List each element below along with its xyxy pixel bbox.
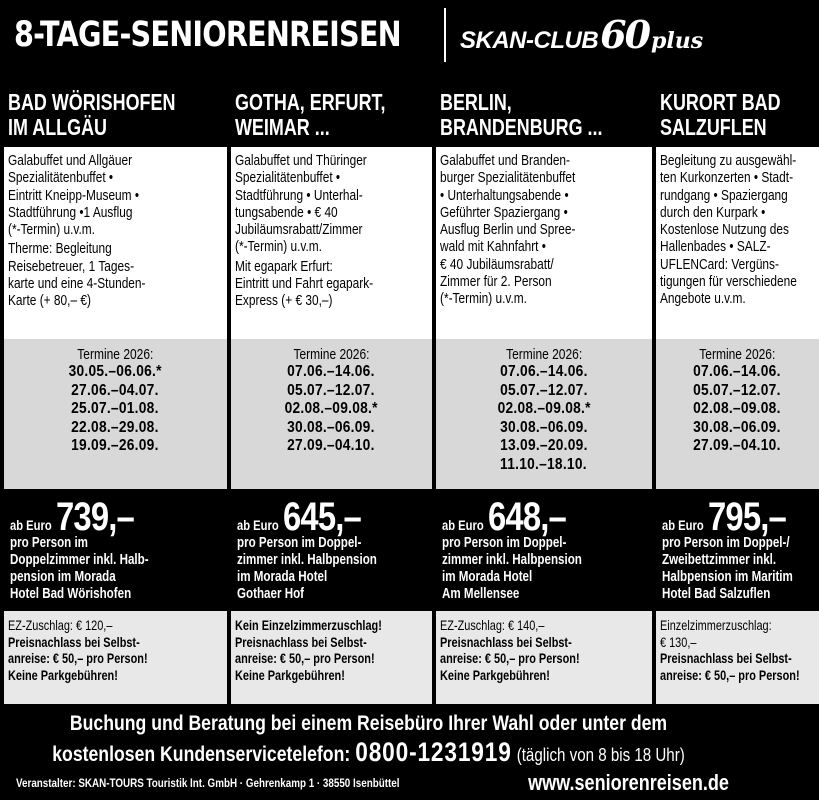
date-range-text: 11.10.–18.10.	[500, 455, 588, 473]
description-paragraph: Begleitung zu ausgewähl- ten Kurkonzerten • Stadt- rundgang • Spaziergang durch den Kurpark • Kostenlose Nutzung des Hallenbades • SALZ- UFLENCard: Vergüns- tigungen für verschiedene Angebote u.v.m.	[659, 153, 797, 308]
price-details: pro Person im Doppel-/ Zweibettzimmer inkl. Halbpension im Maritim Hotel Bad Salzuflen	[661, 535, 793, 602]
date-range	[656, 400, 819, 419]
phone-label: kostenlosen Kundenservicetelefon:	[52, 743, 351, 766]
trip-dates	[436, 339, 652, 489]
destination-title-line: KURORT BAD	[659, 89, 781, 115]
date-range	[4, 400, 227, 419]
booking-line: Buchung und Beratung bei einem Reisebüro Ihrer Wahl oder unter dem	[69, 712, 668, 735]
date-range	[436, 419, 652, 438]
date-range-text: 07.06.–14.06.	[499, 363, 588, 380]
destination-title-line: IM ALLGÄU	[8, 114, 107, 140]
date-range	[436, 437, 652, 456]
destination-title	[231, 74, 432, 147]
date-range-text: 30.08.–06.09.	[693, 418, 781, 436]
trip-extras	[231, 611, 432, 704]
price-prefix: ab Euro	[441, 517, 484, 533]
destination-title	[4, 74, 227, 147]
trip-description	[4, 147, 227, 339]
date-range	[4, 437, 227, 456]
date-range-text: 02.08.–09.08.*	[284, 400, 378, 418]
extra-note: Kein Einzelzimmerzuschlag! Preisnachlass bei Selbst- anreise: € 50,– pro Person! Keine Parkgebühren!	[234, 617, 382, 683]
destination-title	[436, 74, 652, 147]
phone-number[interactable]: 0800-1231919	[355, 737, 512, 767]
trip-price	[436, 489, 652, 611]
date-range	[436, 382, 652, 401]
extra-note: Preisnachlass bei Selbst- anreise: € 50,– pro Person! Keine Parkgebühren!	[439, 633, 580, 683]
trip-price	[4, 489, 227, 611]
date-range-text: 30.05.–06.06.*	[68, 363, 162, 380]
price-line	[10, 495, 223, 539]
date-range	[231, 437, 432, 456]
date-range-text: 07.06.–14.06.	[693, 363, 781, 380]
description-paragraph: Galabuffet und Thüringer Spezialitätenbuffet • Stadtführung • Unterhal- tungsabende • € 40 Jubiläumsrabatt/Zimmer (*-Termin) u.v.m.	[234, 153, 367, 256]
destination-title-line: GOTHA, ERFURT,	[234, 89, 386, 115]
destination-title-line: WEIMAR ...	[234, 114, 330, 140]
trip-dates	[231, 339, 432, 489]
trip-column	[231, 74, 432, 704]
price-prefix: ab Euro	[10, 517, 52, 533]
date-range	[656, 382, 819, 401]
destination-title	[656, 74, 819, 147]
trip-dates	[656, 339, 819, 489]
trip-column	[4, 74, 227, 704]
date-range-text: 30.08.–06.09.	[287, 418, 375, 436]
booking-info	[0, 707, 737, 765]
description-paragraph: Galabuffet und Allgäuer Spezialitätenbuffet • Eintritt Kneipp-Museum • Stadtführung •1 Ausflug (*-Termin) u.v.m.	[8, 153, 140, 239]
price-line	[441, 495, 648, 539]
trip-description	[231, 147, 432, 339]
destination-title-line: SALZUFLEN	[659, 114, 767, 140]
phone-line	[52, 737, 685, 768]
trip-price	[231, 489, 432, 611]
date-range-text: 05.07.–12.07.	[287, 381, 375, 399]
date-range	[4, 419, 227, 438]
organizer-text: Veranstalter: SKAN-TOURS Touristik Int. GmbH · Gehrenkamp 1 · 38550 Isenbüttel	[16, 776, 400, 790]
trip-column	[436, 74, 652, 704]
extra-note: Einzelzimmerzuschlag: € 130,–	[659, 617, 772, 650]
page-title: 8-TAGE-SENIORENREISEN	[14, 15, 401, 55]
date-range-text: 19.09.–26.09.	[71, 437, 160, 455]
date-range	[656, 363, 819, 382]
website-link[interactable]: www.seniorenreisen.de	[527, 770, 729, 795]
date-range	[231, 400, 432, 419]
trip-dates	[4, 339, 227, 489]
date-range	[436, 363, 652, 382]
price-amount: 739,–	[56, 495, 135, 539]
price-amount: 648,–	[487, 495, 566, 539]
date-range-text: 22.08.–29.08.	[71, 418, 160, 436]
dates-label: Termine 2026:	[293, 346, 370, 363]
date-range-text: 02.08.–09.08.	[693, 400, 781, 418]
extra-note: EZ-Zuschlag: € 120,–	[8, 617, 113, 633]
date-range-text: 05.07.–12.07.	[693, 381, 781, 399]
logo-brand: SKAN-CLUB	[460, 27, 599, 54]
price-details: pro Person im Doppel- zimmer inkl. Halbpension im Morada Hotel Gothaer Hof	[236, 535, 377, 602]
date-range	[656, 437, 819, 456]
logo-number: 60	[600, 12, 650, 57]
price-details: pro Person im Doppelzimmer inkl. Halb- pension im Morada Hotel Bad Wörishofen	[10, 535, 149, 602]
price-amount: 795,–	[708, 495, 787, 539]
date-range-text: 07.06.–14.06.	[287, 363, 375, 380]
service-hours: (täglich von 8 bis 18 Uhr)	[516, 745, 685, 765]
bottom-bar	[0, 766, 737, 800]
date-range	[436, 456, 652, 475]
date-range	[231, 419, 432, 438]
date-range-text: 25.07.–01.08.	[71, 400, 160, 418]
extra-note: EZ-Zuschlag: € 140,–	[439, 617, 545, 633]
price-details: pro Person im Doppel- zimmer inkl. Halbpension im Morada Hotel Am Mellensee	[441, 535, 582, 602]
trip-extras	[436, 611, 652, 704]
trip-price	[656, 489, 819, 611]
destination-title-line: BRANDENBURG ...	[439, 114, 603, 140]
date-range-text: 02.08.–09.08.*	[497, 400, 591, 418]
trip-description	[436, 147, 652, 339]
dates-label: Termine 2026:	[77, 346, 154, 363]
date-range	[231, 382, 432, 401]
dates-label: Termine 2026:	[699, 346, 776, 363]
destination-title-line: BERLIN,	[439, 89, 512, 115]
price-prefix: ab Euro	[236, 517, 279, 533]
date-range	[656, 419, 819, 438]
description-paragraph: Therme: Begleitung Reisebetreuer, 1 Tages- karte und eine 4-Stunden- Karte (+ 80,– €)	[8, 241, 146, 310]
trip-columns	[4, 74, 800, 704]
date-range	[4, 382, 227, 401]
price-line	[236, 495, 428, 539]
date-range	[4, 363, 227, 382]
date-range	[231, 363, 432, 382]
price-amount: 645,–	[282, 495, 361, 539]
header-divider	[444, 8, 446, 62]
extra-note: Preisnachlass bei Selbst- anreise: € 50,– pro Person! Keine Parkgebühren!	[8, 633, 148, 683]
date-range-text: 05.07.–12.07.	[499, 381, 588, 399]
date-range-text: 27.06.–04.07.	[71, 381, 160, 399]
logo-plus: plus	[651, 28, 704, 54]
date-range-text: 27.09.–04.10.	[693, 437, 781, 455]
date-range-text: 13.09.–20.09.	[499, 437, 588, 455]
description-paragraph: Mit egapark Erfurt: Eintritt und Fahrt egapark- Express (+ € 30,–)	[234, 258, 373, 310]
date-range	[436, 400, 652, 419]
destination-title-line: BAD WÖRISHOFEN	[8, 89, 176, 115]
trip-extras	[4, 611, 227, 704]
date-range-text: 30.08.–06.09.	[499, 418, 588, 436]
header	[0, 0, 737, 70]
date-range-text: 27.09.–04.10.	[287, 437, 375, 455]
dates-label: Termine 2026:	[505, 346, 582, 363]
price-prefix: ab Euro	[661, 517, 704, 533]
trip-column	[656, 74, 819, 704]
skan-club-logo	[460, 12, 703, 60]
trip-extras	[656, 611, 819, 704]
extra-note: Preisnachlass bei Selbst- anreise: € 50,– pro Person!	[659, 650, 800, 683]
trip-description	[656, 147, 819, 339]
price-line	[661, 495, 815, 539]
description-paragraph: Galabuffet und Branden- burger Spezialitätenbuffet • Unterhaltungsabende • Geführter Spaziergang • Ausflug Berlin und Spree- wald mit Kahnfahrt • € 40 Jubiläumsrabatt/ Zimmer für 2. Person (*-Termin) u.v.m.	[439, 153, 576, 308]
